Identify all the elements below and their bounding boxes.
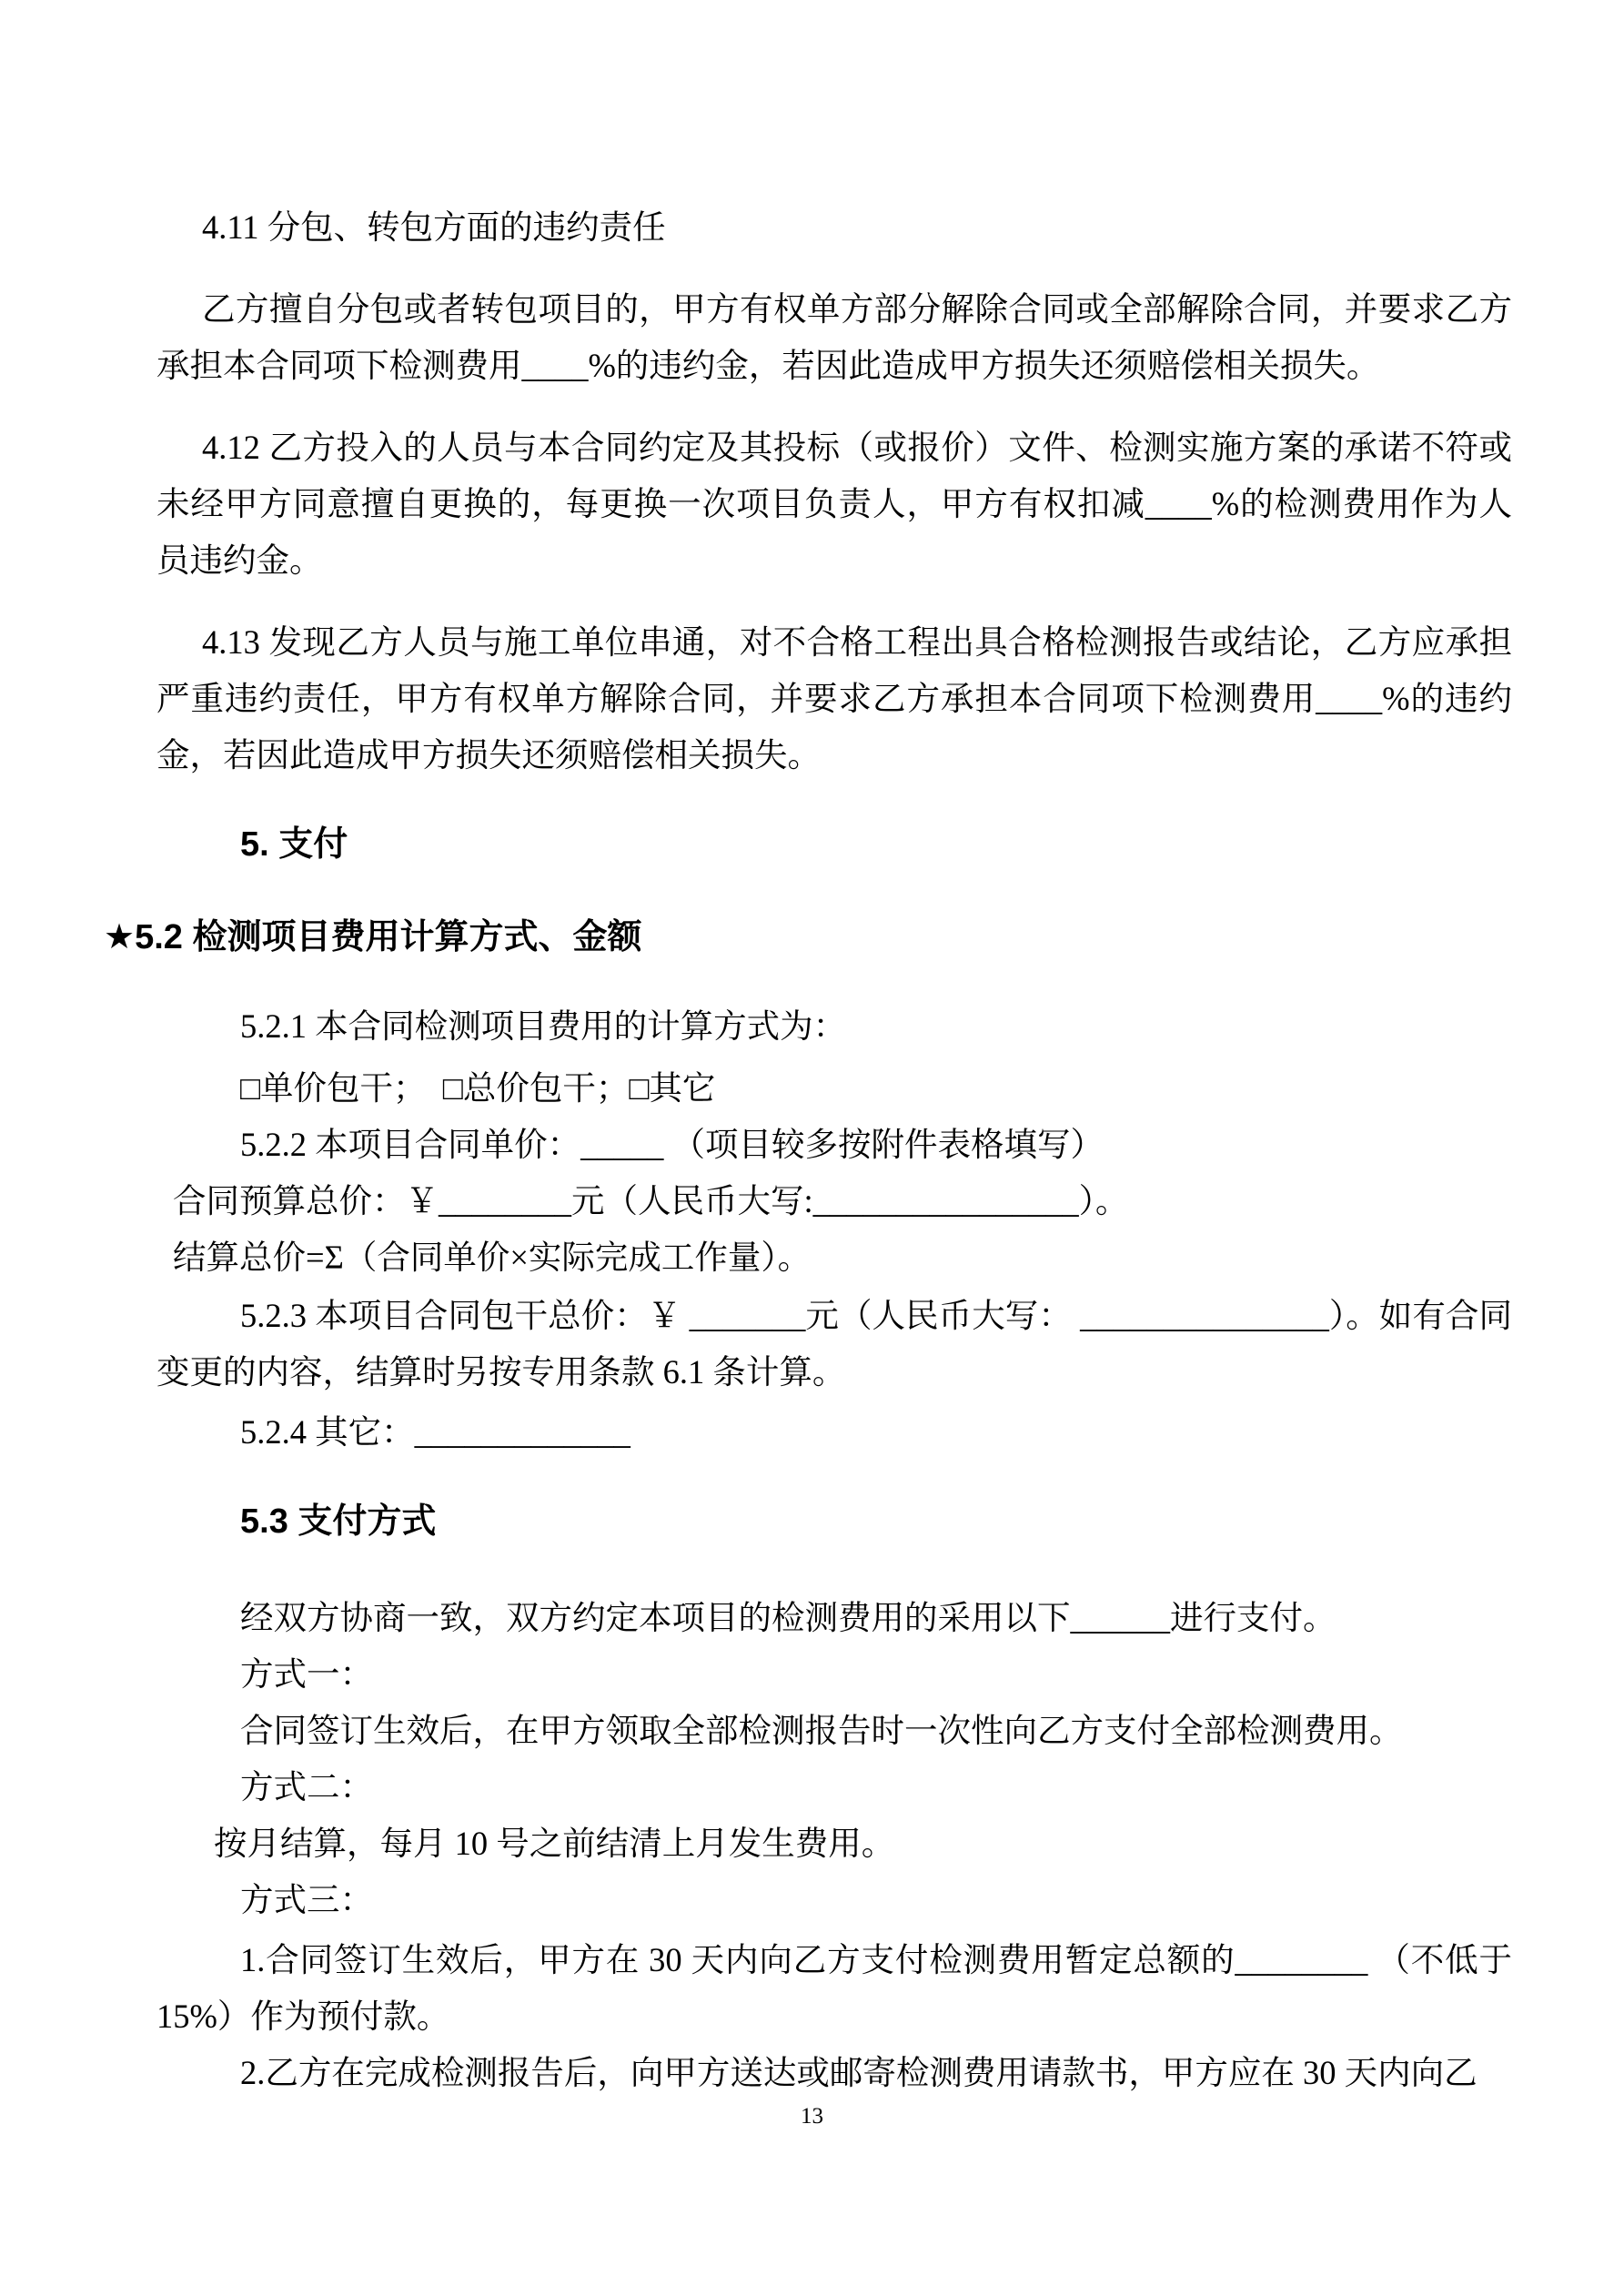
paragraph-5-2-3-lump-sum-price: 5.2.3 本项目合同包干总价：￥ _______元（人民币大写： _______________）。如有合同变更的内容，结算时另按专用条款 6.1 条计算。 [156,1297,1512,1391]
page-number: 13 [801,2104,823,2129]
method-3-label: 方式三： [240,1881,373,1918]
line-settlement-formula: 结算总价=Σ（合同单价×实际完成工作量）。 [173,1239,812,1276]
heading-5-payment: 5. 支付 [240,825,348,864]
paragraph-4-11: 乙方擅自分包或者转包项目的，甲方有权单方部分解除合同或全部解除合同，并要求乙方承担本合同项下检测费用____%的违约金，若因此造成甲方损失还须赔偿相关损失。 [156,290,1512,384]
method-3-item-2: 2.乙方在完成检测报告后，向甲方送达或邮寄检测费用请款书，甲方应在 30 天内向乙 [240,2054,1478,2091]
method-1-description: 合同签订生效后，在甲方领取全部检测报告时一次性向乙方支付全部检测费用。 [240,1712,1403,1749]
line-5-2-2-unit-price: 5.2.2 本项目合同单价：_____ （项目较多按附件表格填写） [240,1126,1104,1163]
heading-4-11: 4.11 分包、转包方面的违约责任 [202,208,666,246]
heading-5-2-fee-calculation: ★5.2 检测项目费用计算方式、金额 [104,918,642,956]
paragraph-payment-intro: 经双方协商一致，双方约定本项目的检测费用的采用以下______进行支付。 [240,1599,1337,1636]
method-2-label: 方式二： [240,1768,373,1805]
paragraph-4-12: 4.12 乙方投入的人员与本合同约定及其投标（或报价）文件、检测实施方案的承诺不符或未经甲方同意擅自更换的，每更换一次项目负责人，甲方有权扣减____%的检测费用作为人员违约金。 [156,429,1512,579]
heading-5-3-payment-method: 5.3 支付方式 [240,1502,437,1541]
method-1-label: 方式一： [240,1655,373,1693]
line-5-2-4-other: 5.2.4 其它：_____________ [240,1413,630,1451]
line-contract-budget-total: 合同预算总价：￥________元（人民币大写:________________）。 [173,1182,1129,1219]
paragraph-4-13: 4.13 发现乙方人员与施工单位串通，对不合格工程出具合格检测报告或结论，乙方应承担严重违约责任，甲方有权单方解除合同，并要求乙方承担本合同项下检测费用____%的违约金，若因此造成甲方损失还须赔偿相关损失。 [156,623,1512,774]
page-content [104,0,1512,2101]
method-3-item-1: 1.合同签订生效后，甲方在 30 天内向乙方支付检测费用暂定总额的________ （不低于15%）作为预付款。 [156,1941,1512,2035]
fee-option-checkboxes: □单价包干； □总价包干；□其它 [240,1069,716,1107]
method-2-description: 按月结算，每月 10 号之前结清上月发生费用。 [214,1825,895,1862]
line-5-2-1-calculation-method: 5.2.1 本合同检测项目费用的计算方式为： [240,1007,847,1045]
